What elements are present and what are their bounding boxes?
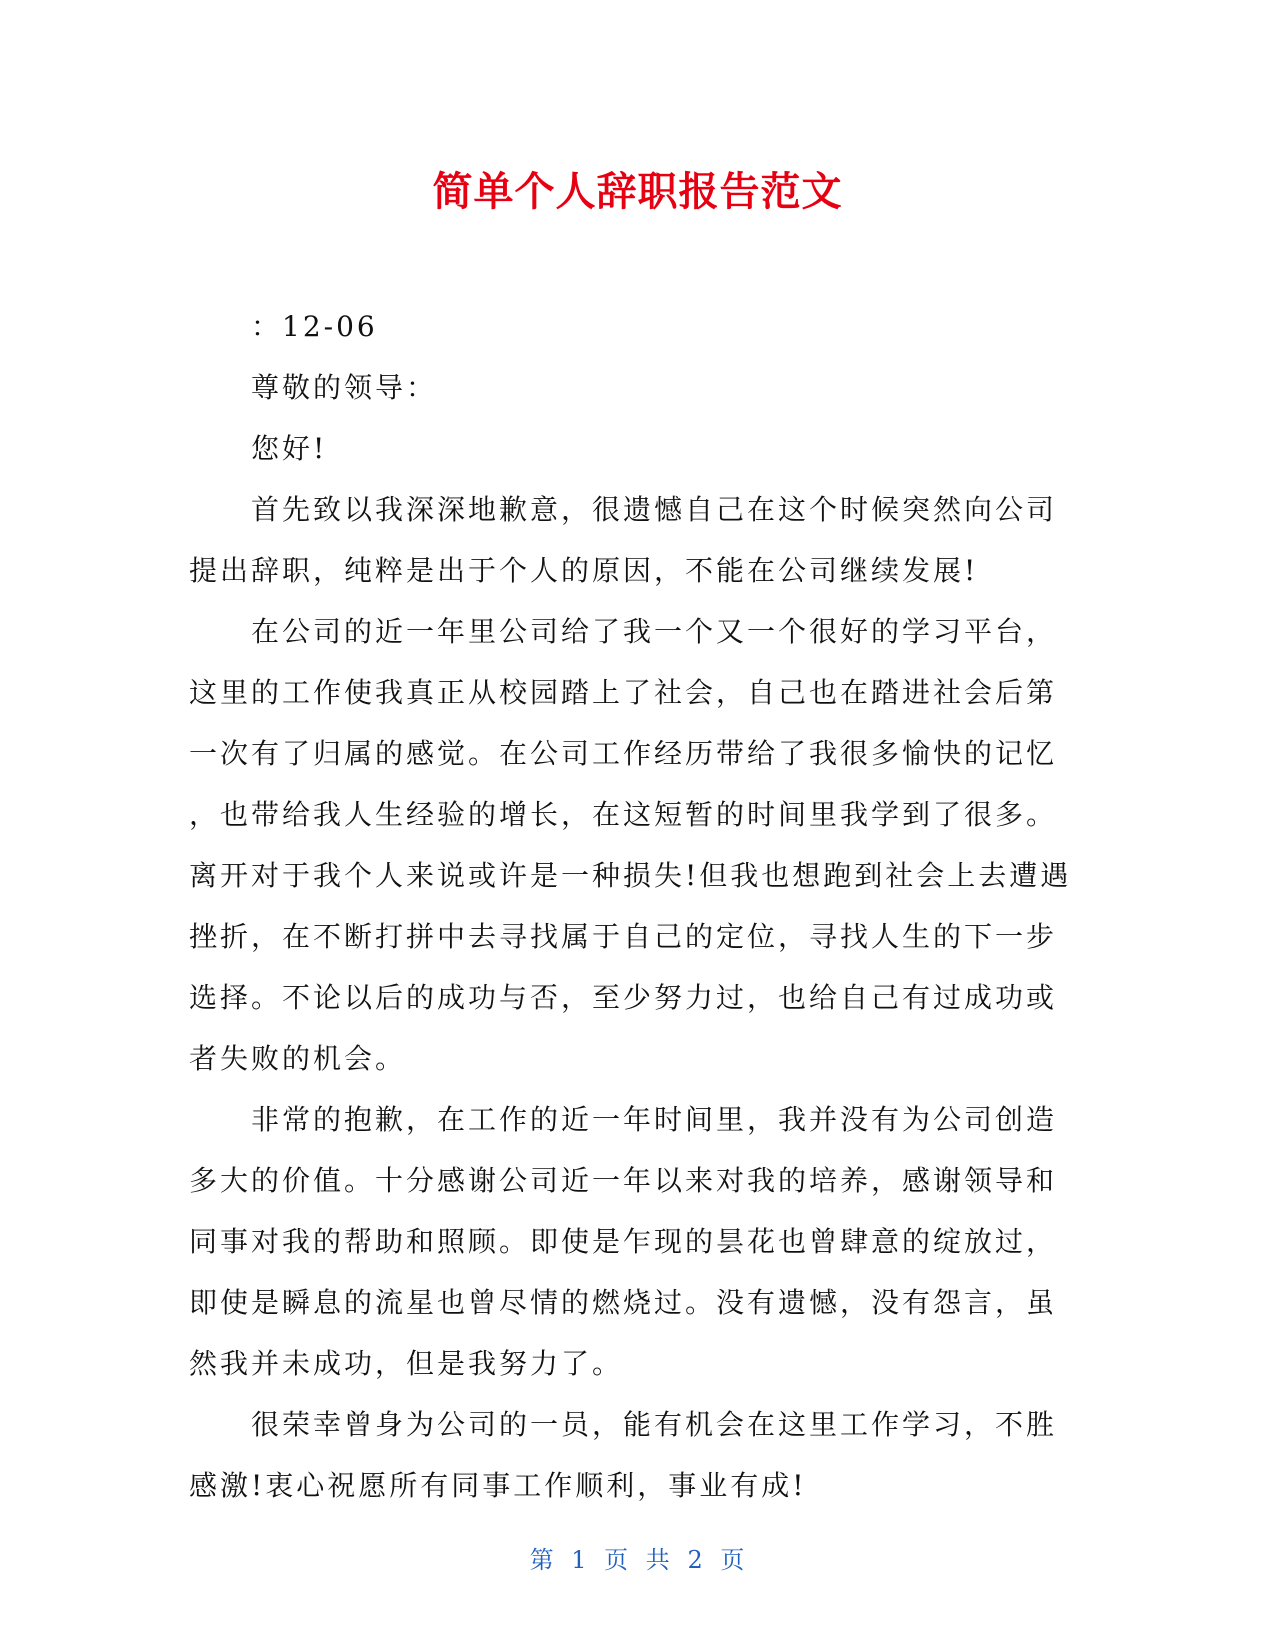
paragraph-line: 提出辞职，纯粹是出于个人的原因，不能在公司继续发展! (189, 554, 979, 587)
paragraph-line: 感激!衷心祝愿所有同事工作顺利，事业有成! (189, 1469, 807, 1502)
paragraph-line: 首先致以我深深地歉意，很遗憾自己在这个时候突然向公司 (251, 493, 1058, 526)
paragraph-line: 同事对我的帮助和照顾。即使是乍现的昙花也曾肆意的绽放过， (189, 1225, 1058, 1258)
paragraph-line: 离开对于我个人来说或许是一种损失!但我也想跑到社会上去遭遇 (189, 859, 1072, 892)
paragraph-line: 多大的价值。十分感谢公司近一年以来对我的培养，感谢领导和 (189, 1164, 1058, 1197)
page-number-footer: 第 1 页 共 2 页 (529, 1546, 746, 1574)
paragraph-line: 这里的工作使我真正从校园踏上了社会，自己也在踏进社会后第 (189, 676, 1058, 709)
paragraph-line: 挫折，在不断打拼中去寻找属于自己的定位，寻找人生的下一步 (189, 920, 1058, 953)
paragraph-line: 然我并未成功，但是我努力了。 (189, 1347, 624, 1380)
date-line: ：12-06 (251, 310, 378, 343)
paragraph-line: 一次有了归属的感觉。在公司工作经历带给了我很多愉快的记忆 (189, 737, 1058, 770)
paragraph-line: 很荣幸曾身为公司的一员，能有机会在这里工作学习，不胜 (251, 1408, 1058, 1441)
paragraph-line: 即使是瞬息的流星也曾尽情的燃烧过。没有遗憾，没有怨言，虽 (189, 1286, 1058, 1319)
salutation: 尊敬的领导： (251, 371, 438, 404)
greeting: 您好! (251, 432, 328, 465)
paragraph-line: 在公司的近一年里公司给了我一个又一个很好的学习平台， (251, 615, 1058, 648)
document-body (189, 296, 1079, 1516)
document-title: 简单个人辞职报告范文 (432, 169, 843, 215)
paragraph-line: 者失败的机会。 (189, 1042, 407, 1075)
paragraph-line: 非常的抱歉，在工作的近一年时间里，我并没有为公司创造 (251, 1103, 1058, 1136)
paragraph-line: 选择。不论以后的成功与否，至少努力过，也给自己有过成功或 (189, 981, 1058, 1014)
paragraph-line: ，也带给我人生经验的增长，在这短暂的时间里我学到了很多。 (189, 798, 1058, 831)
